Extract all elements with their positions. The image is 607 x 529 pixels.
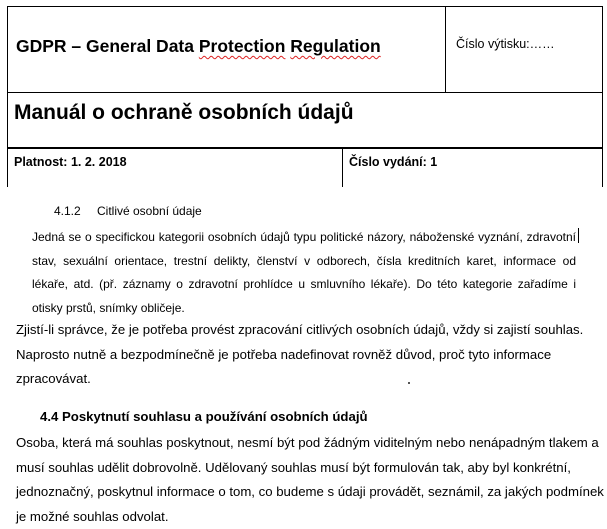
manual-title: Manuál o ochraně osobních údajů [14, 101, 354, 125]
title-prefix: GDPR – General Data [16, 36, 199, 56]
paragraph-consent-usage [16, 431, 600, 529]
section-title: Citlivé osobní údaje [97, 204, 202, 218]
section-heading: 4.4 Poskytnutí souhlasu a používání osobních údajů [40, 409, 368, 424]
paragraph-sensitive-data [32, 226, 576, 321]
paragraph-line: jednoznačný, poskytnul informace o tom, co budeme s údaji provádět, seznámil, za jakých podmínek [16, 480, 600, 505]
paragraph-line: je možné souhlas odvolat. [16, 505, 600, 529]
edition-number: Číslo vydání: 1 [349, 155, 437, 169]
title-word-regulation: Regulation [290, 36, 380, 56]
paragraph-line: stav, sexuální orientace, trestní delikty, členství v odborech, čísla kreditních karet, informace od [32, 250, 576, 274]
paragraph-line: otisky prstů, snímky obličeje. [32, 297, 576, 321]
document-title [16, 36, 381, 57]
paragraph-line: Osoba, která má souhlas poskytnout, nesmí být pod žádným viditelným nebo nenápadným tlakem a [16, 431, 600, 456]
copy-number: Číslo výtisku:…… [456, 37, 555, 51]
text-cursor [578, 228, 579, 243]
table-col-divider [445, 6, 446, 92]
title-word-protection: Protection [199, 36, 286, 56]
paragraph-line: Naprosto nutně a bezpodmínečně je potřeba nadefinovat rovněž důvod, proč tyto informace [16, 343, 600, 368]
table-col-divider [342, 147, 343, 187]
table-border-right [602, 6, 603, 187]
table-row-divider [7, 92, 603, 93]
stray-dot [408, 382, 410, 384]
paragraph-line: Zjistí-li správce, že je potřeba provést zpracování citlivých osobních údajů, vždy si zajistí souhlas. [16, 318, 600, 343]
paragraph-consent [16, 318, 600, 392]
paragraph-line: lékaře, atd. (př. záznamy o zdravotní prohlídce u smluvního lékaře). Do této kategorie zařadíme i [32, 273, 576, 297]
paragraph-line: zpracovávat. [16, 367, 600, 392]
table-border-top [7, 6, 603, 7]
section-number: 4.1.2 [54, 204, 81, 218]
paragraph-line: musí souhlas udělit dobrovolně. Udělovaný souhlas musí být formulován tak, aby byl konkrétní, [16, 456, 600, 481]
table-border-left [7, 6, 8, 187]
paragraph-line: Jedná se o specifickou kategorii osobních údajů typu politické názory, náboženské vyznání, zdravotní [32, 226, 576, 250]
table-row-divider [7, 147, 603, 149]
validity-date: Platnost: 1. 2. 2018 [14, 155, 127, 169]
